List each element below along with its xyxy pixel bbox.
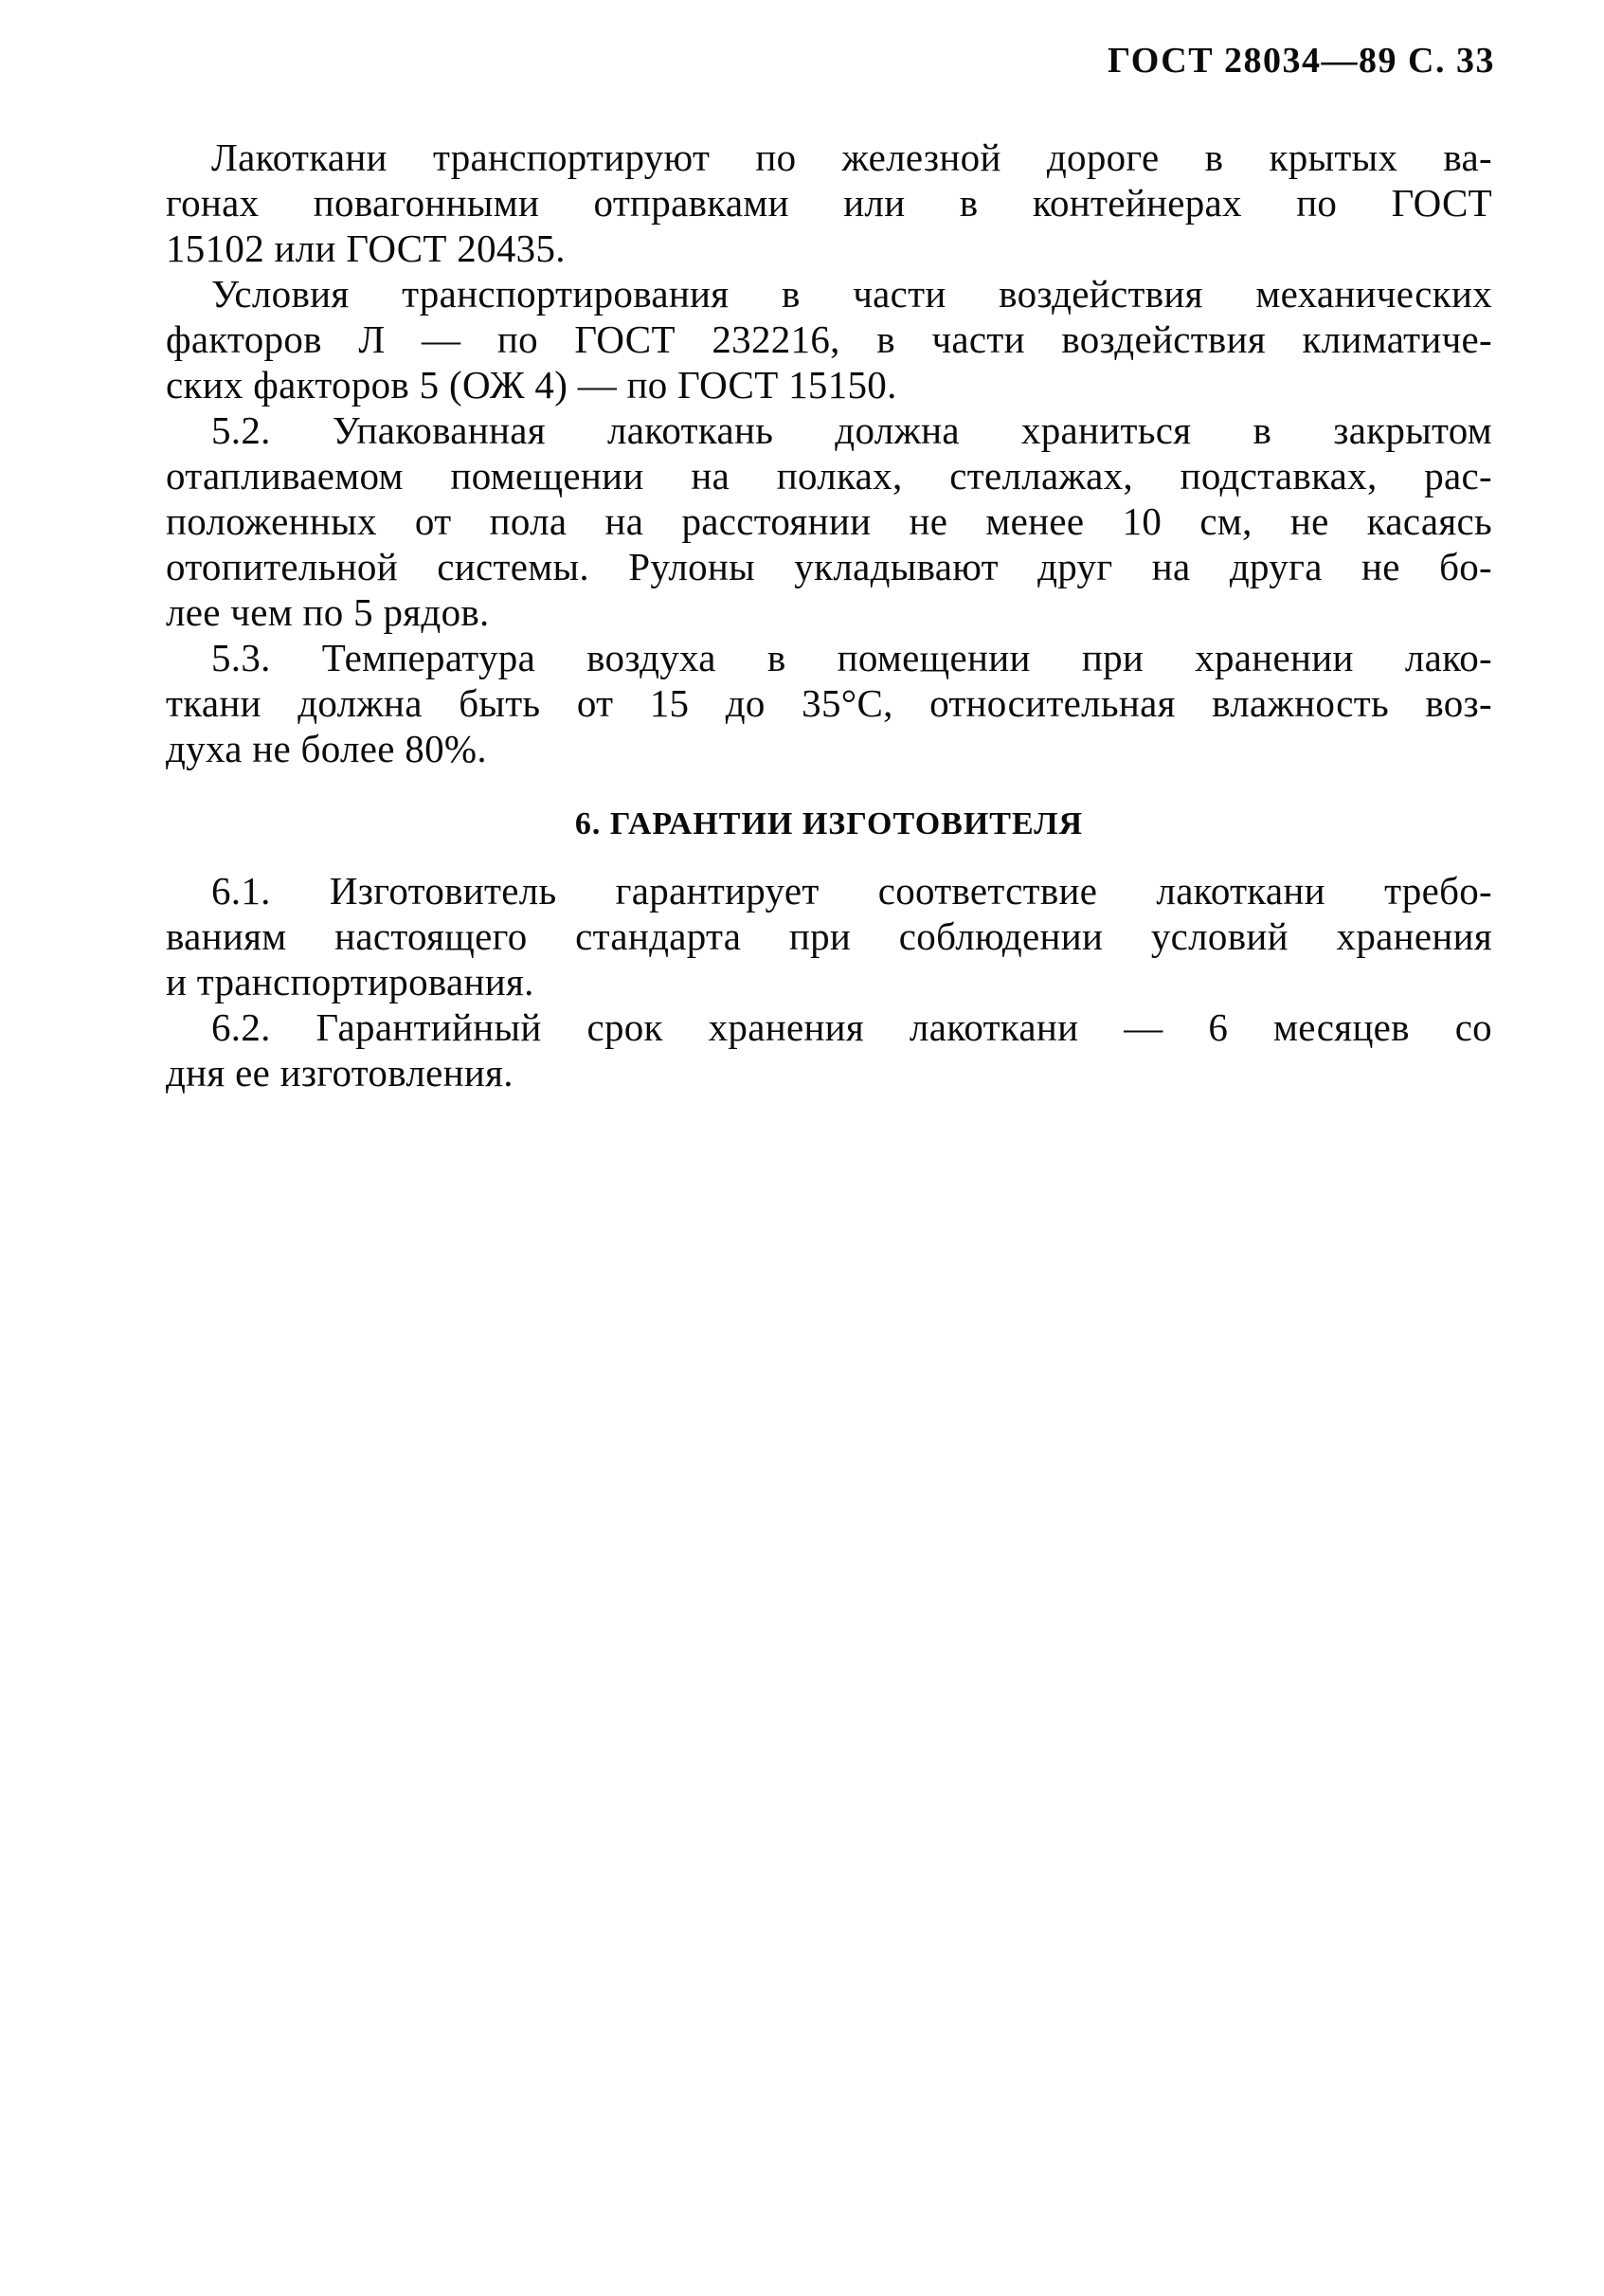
text-line: гонах повагонными отправками или в контейнерах по ГОСТ — [166, 181, 1492, 225]
text-line: Условия транспортирования в части воздействия механических — [211, 272, 1492, 316]
text-line: лее чем по 5 рядов. — [166, 590, 490, 634]
text-line: ткани должна быть от 15 до 35°С, относительная влажность воз- — [166, 681, 1492, 725]
text-line: отапливаемом помещении на полках, стеллажах, подставках, рас- — [166, 454, 1492, 497]
paragraph-5-2 — [166, 407, 1492, 635]
section-heading-guarantees: 6. ГАРАНТИИ ИЗГОТОВИТЕЛЯ — [574, 806, 1084, 841]
paragraph-6-2 — [166, 1004, 1492, 1095]
text-line: ваниям настоящего стандарта при соблюдении условий хранения — [166, 914, 1492, 958]
text-line: 5.2. Упакованная лакоткань должна храниться в закрытом — [211, 408, 1492, 452]
text-line: дня ее изготовления. — [166, 1051, 514, 1094]
text-line: 5.3. Температура воздуха в помещении при хранении лако- — [211, 636, 1492, 679]
text-line: 6.2. Гарантийный срок хранения лакоткани — 6 месяцев со — [211, 1005, 1492, 1049]
text-line: и транспортирования. — [166, 960, 534, 1003]
text-line: Лакоткани транспортируют по железной дороге в крытых ва- — [211, 136, 1492, 179]
text-line: факторов Л — по ГОСТ 232216, в части воздействия климатиче- — [166, 317, 1492, 361]
paragraph-6-1 — [166, 868, 1492, 1004]
text-line: ских факторов 5 (ОЖ 4) — по ГОСТ 15150. — [166, 363, 897, 407]
text-line: отопительной системы. Рулоны укладывают друг на друга не бо- — [166, 545, 1492, 588]
paragraph-transport-conditions — [166, 271, 1492, 407]
text-line: духа не более 80%. — [166, 727, 487, 770]
text-line: 15102 или ГОСТ 20435. — [166, 226, 566, 270]
paragraph-5-3 — [166, 635, 1492, 771]
text-line: 6.1. Изготовитель гарантирует соответствие лакоткани требо- — [211, 869, 1492, 913]
page-header: ГОСТ 28034—89 С. 33 — [1108, 41, 1495, 81]
paragraph-transport — [166, 135, 1492, 271]
document-content — [166, 135, 1492, 1095]
text-line: положенных от пола на расстоянии не менее 10 см, не касаясь — [166, 499, 1492, 543]
